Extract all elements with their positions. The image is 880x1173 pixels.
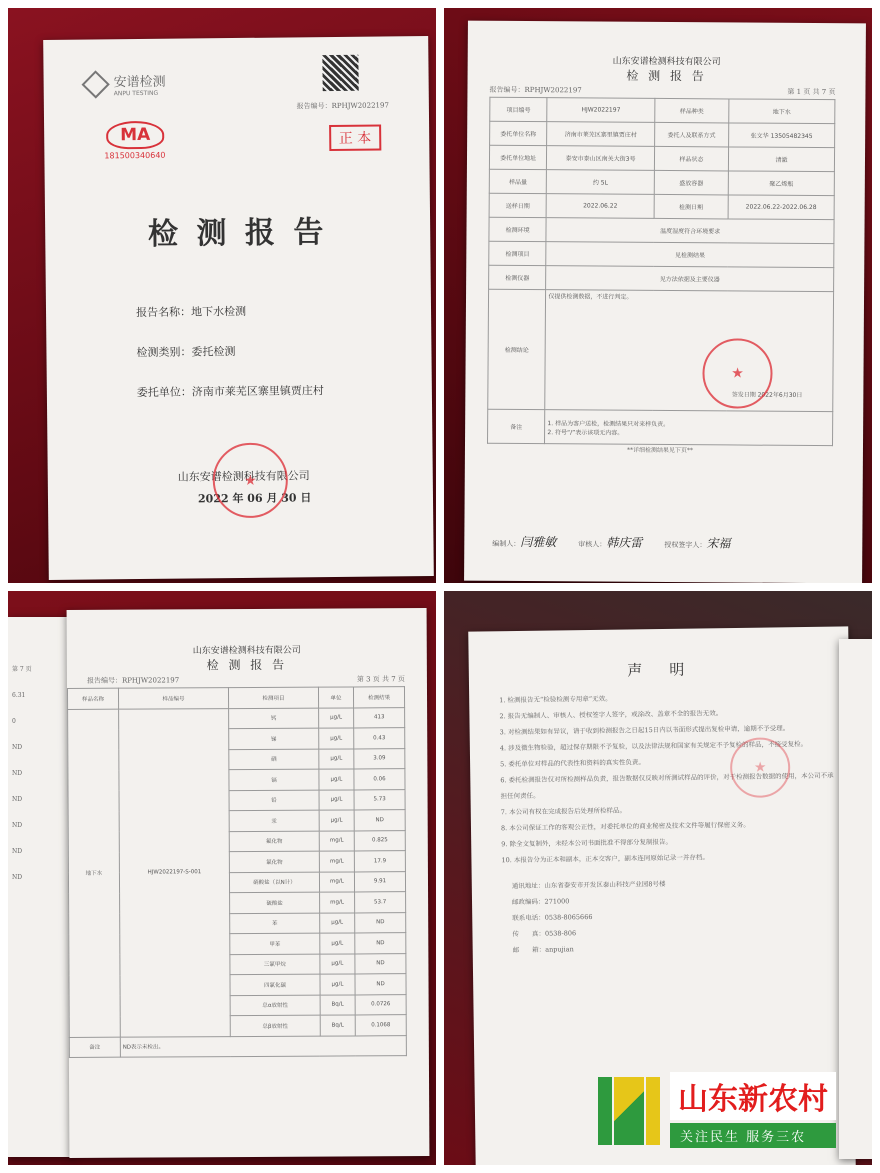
test-item: 苯 — [230, 913, 320, 934]
summary-field-label: 委托人及联系方式 — [654, 122, 728, 147]
results-remark-row — [69, 1035, 406, 1057]
sample-name: 地下水 — [68, 709, 121, 1037]
test-type-line: 检测类别：委托检测 — [136, 345, 236, 360]
summary-field-value: 2022.06.22-2022.06.28 — [728, 195, 834, 220]
unit: μg/L — [319, 769, 354, 790]
unit: Bq/L — [320, 1015, 355, 1036]
conclusion-label: 检测结论 — [488, 289, 546, 409]
unit: mg/L — [319, 892, 354, 913]
postcode-line: 邮政编码：271000 — [511, 897, 570, 907]
signatures — [492, 533, 730, 552]
unit: mg/L — [319, 851, 354, 872]
summary-field-label: 盛放容器 — [654, 170, 728, 195]
unit: μg/L — [319, 748, 354, 769]
summary-field-value: 2022.06.22 — [546, 194, 654, 219]
summary-row — [489, 145, 834, 171]
remark-1: 1. 样品为客户送检，检测结果只对来样负责。 — [547, 419, 670, 428]
test-item: 总α放射性 — [230, 995, 320, 1016]
summary-field-value: 地下水 — [729, 99, 835, 124]
summary-page — [464, 21, 866, 583]
test-item: 硝酸盐（以N计） — [230, 872, 320, 893]
unit: Bq/L — [320, 994, 355, 1015]
result-value: 0.1068 — [355, 1015, 406, 1036]
instrument-value: 见方法依据及主要仪器 — [546, 266, 834, 292]
results-report-no: 报告编号：RPHJW2022197 — [86, 676, 180, 685]
continue-note: **详细检测结果见下页** — [626, 446, 693, 455]
report-title: 检 测 报 告 — [147, 215, 328, 252]
result-value: 3.09 — [354, 748, 405, 769]
qr-code-icon — [322, 55, 358, 91]
test-item: 甲苯 — [230, 933, 320, 954]
client-line: 委托单位：济南市莱芜区寨里镇贾庄村 — [136, 384, 324, 400]
original-stamp: 正 本 — [329, 124, 382, 151]
summary-photo — [444, 8, 872, 583]
underlying-page — [8, 617, 74, 1157]
unit: μg/L — [319, 912, 354, 933]
result-value: 0.06 — [354, 769, 405, 790]
declaration-item: 2. 报告无编制人、审核人、授权签字人签字，或涂改、盖章不全的报告无效。 — [499, 709, 723, 721]
declaration-items — [469, 677, 852, 868]
summary-report-no: 报告编号：RPHJW2022197 — [489, 85, 582, 95]
inspection-seal — [702, 338, 772, 408]
summary-table — [487, 97, 835, 446]
results-header-cell: 样品编号 — [118, 688, 228, 709]
result-value: 0.43 — [354, 728, 405, 749]
email-line: 邮 箱：anpujian — [512, 945, 574, 955]
reviewer: 审核人：韩庆雷 — [578, 535, 643, 550]
underlying-value: 0 — [12, 718, 16, 725]
summary-field-label: 委托单位地址 — [489, 145, 546, 169]
issuer-name: 山东安谱检测科技有限公司 — [177, 469, 310, 484]
result-value: ND — [355, 933, 406, 954]
result-value: 0.0726 — [355, 994, 406, 1015]
brand-logo-icon — [594, 1071, 664, 1149]
results-meta — [67, 672, 427, 686]
logo-text-en: ANPU TESTING — [113, 89, 159, 98]
summary-meta — [467, 83, 865, 98]
declaration-item: 5. 委托单位对样品的代表性和资料的真实性负责。 — [500, 758, 645, 769]
result-value: 53.7 — [355, 892, 406, 913]
summary-company: 山东安谱检测科技有限公司 — [612, 56, 721, 68]
items-value: 见检测结果 — [546, 242, 834, 268]
summary-page-no: 第 1 页 共 7 页 — [787, 87, 836, 97]
summary-field-value: 约 5L — [547, 170, 655, 195]
result-value: 9.91 — [355, 871, 406, 892]
phone-line: 联系电话：0538-8065666 — [512, 912, 593, 923]
declaration-item: 4. 涉及微生物检验，超过保存期限不予复检，以及法律法规和国家有关规定不予复检的样品，不接受复检。 — [499, 739, 808, 753]
conclusion-value: 仅提供检测数据，不进行判定。 — [548, 293, 633, 301]
test-item: 氟化物 — [229, 831, 319, 852]
declaration-item: 3. 对检测结果如有异议，请于收到检测报告之日起15日内以书面形式提出复检申请，逾期不予受理。 — [499, 724, 790, 737]
results-header-cell: 单位 — [318, 687, 353, 708]
signer: 授权签字人：宋福 — [664, 536, 731, 551]
test-item: 四氯化碳 — [230, 974, 320, 995]
test-item: 总β放射性 — [230, 1015, 320, 1036]
test-item: 汞 — [229, 810, 319, 831]
brand-watermark — [594, 1069, 864, 1151]
result-value: 0.825 — [354, 830, 405, 851]
declaration-item: 7. 本公司有权在完成报告后处理所检样品。 — [500, 806, 627, 817]
unit: μg/L — [318, 728, 353, 749]
brand-name: 山东新农村 — [670, 1072, 836, 1120]
fax-line: 传 真：0538-806 — [512, 929, 577, 939]
summary-row — [489, 193, 834, 219]
underlying-value: ND — [12, 744, 23, 751]
results-table-wrap — [67, 686, 407, 1058]
env-label: 检测环境 — [489, 217, 546, 241]
unit: μg/L — [319, 789, 354, 810]
table-row — [68, 707, 405, 729]
company-seal — [212, 442, 288, 518]
unit: μg/L — [319, 810, 354, 831]
summary-field-value: 济南市莱芜区寨里镇贾庄村 — [547, 122, 655, 147]
underlying-value: ND — [12, 770, 23, 777]
results-company: 山东安谱检测科技有限公司 — [192, 645, 301, 657]
summary-row — [490, 121, 835, 147]
report-number: 报告编号：RPHJW2022197 — [296, 101, 389, 111]
declaration-item: 10. 本报告分为正本和副本，正本交客户，副本连同原始记录一并存档。 — [501, 853, 709, 865]
contact-info — [472, 863, 853, 958]
issue-date: 2022 年 06 月 30 日 — [197, 491, 312, 506]
result-value: 5.73 — [354, 789, 405, 810]
summary-field-label: 项目编号 — [490, 97, 547, 121]
summary-field-label: 委托单位名称 — [490, 121, 547, 145]
cover-page — [43, 36, 434, 580]
sample-number: HJW2022197-S-001 — [118, 708, 230, 1037]
underlying-value: 6.31 — [12, 692, 26, 699]
result-value: ND — [355, 974, 406, 995]
results-remark-label: 备注 — [69, 1037, 120, 1058]
seal-date: 签发日期 2022年6月30日 — [731, 391, 803, 399]
test-item: 三氯甲烷 — [230, 954, 320, 975]
unit: mg/L — [319, 871, 354, 892]
results-title: 检 测 报 告 — [206, 657, 288, 673]
declaration-item: 8. 本公司保证工作的客观公正性，对委托单位的商业秘密及技术文件等履行保密义务。 — [500, 820, 750, 833]
unit: μg/L — [320, 953, 355, 974]
remark-cell — [545, 410, 833, 446]
summary-row — [489, 169, 834, 195]
summary-field-label: 送样日期 — [489, 193, 546, 217]
result-value: 17.9 — [354, 851, 405, 872]
result-value: ND — [354, 810, 405, 831]
unit: μg/L — [318, 707, 353, 728]
remark-label: 备注 — [488, 409, 546, 443]
declaration-item: 6. 委托检测报告仅对所检测样品负责，报告数据仅反映对所测试样品的评价，对于检测报告数据的使用，本公司不承担任何责任。 — [500, 771, 834, 801]
compiler: 编制人：闫雅敏 — [492, 534, 557, 550]
env-value: 温度湿度符合环境要求 — [546, 218, 834, 244]
summary-field-value: HJW2022197 — [547, 98, 655, 123]
declaration-item: 9. 除全文复制外，未经本公司书面批准不得部分复制报告。 — [501, 837, 673, 849]
results-page-no: 第 3 页 共 7 页 — [356, 675, 405, 684]
results-table — [67, 686, 407, 1058]
cover-photo — [8, 8, 436, 583]
items-label: 检测项目 — [489, 241, 546, 265]
underlying-value: ND — [12, 848, 23, 855]
report-name-line: 报告名称：地下水检测 — [135, 304, 247, 320]
summary-field-value: 张文华 13505482345 — [729, 123, 835, 148]
summary-title: 检 测 报 告 — [626, 68, 707, 84]
underlying-value: ND — [12, 874, 23, 881]
underlying-page-values — [8, 617, 74, 891]
test-item: 铅 — [229, 790, 319, 811]
anpu-logo-icon — [82, 70, 110, 98]
instrument-label: 检测仪器 — [489, 265, 546, 289]
declaration-item: 1. 检测报告无“检验检测专用章”无效。 — [499, 694, 612, 705]
results-page — [67, 608, 430, 1158]
unit: mg/L — [319, 830, 354, 851]
summary-field-label: 样品种类 — [655, 98, 729, 123]
ma-number: 181500340640 — [104, 150, 166, 161]
results-photo — [8, 591, 436, 1165]
summary-field-value: 聚乙烯瓶 — [728, 171, 834, 196]
summary-table-wrap — [487, 97, 835, 455]
test-item: 硒 — [229, 749, 319, 770]
results-header-cell: 检测结果 — [354, 687, 405, 708]
logo-text: 安谱检测 — [113, 74, 166, 91]
result-value: ND — [355, 912, 406, 933]
result-value: ND — [355, 953, 406, 974]
summary-field-label: 检测日期 — [654, 194, 728, 219]
summary-field-value: 泰安市泰山区南关大街3号 — [547, 146, 655, 171]
test-item: 硫酸盐 — [230, 892, 320, 913]
results-remark-value: ND表示未检出。 — [120, 1035, 406, 1057]
results-header-cell: 检测项目 — [229, 687, 319, 708]
summary-field-value: 清澈 — [728, 147, 834, 172]
remark-2: 2. 符号“/”表示该项无内容。 — [547, 428, 624, 437]
test-item: 镉 — [229, 769, 319, 790]
conclusion-cell — [545, 290, 834, 412]
company-logo — [86, 71, 166, 98]
brand-slogan: 关注民生 服务三农 — [670, 1123, 836, 1148]
summary-field-label: 样品状态 — [654, 146, 728, 171]
underlying-value: ND — [12, 822, 23, 829]
ma-mark-icon: MA — [106, 121, 164, 150]
declaration-title: 声 明 — [627, 660, 691, 680]
test-item: 锑 — [229, 728, 319, 749]
test-item: 氯化物 — [230, 851, 320, 872]
summary-row — [490, 97, 835, 123]
unit: μg/L — [320, 974, 355, 995]
unit: μg/L — [320, 933, 355, 954]
address-line: 通讯地址：山东省泰安市开发区泰山科技产业园8号楼 — [511, 879, 666, 891]
underlying-value: ND — [12, 796, 23, 803]
summary-field-label: 样品量 — [489, 169, 546, 193]
result-value: 413 — [354, 707, 405, 728]
results-header-cell: 样品名称 — [67, 688, 118, 709]
underlying-value: 第 7 页 — [12, 666, 32, 673]
test-item: 钙 — [229, 708, 319, 729]
